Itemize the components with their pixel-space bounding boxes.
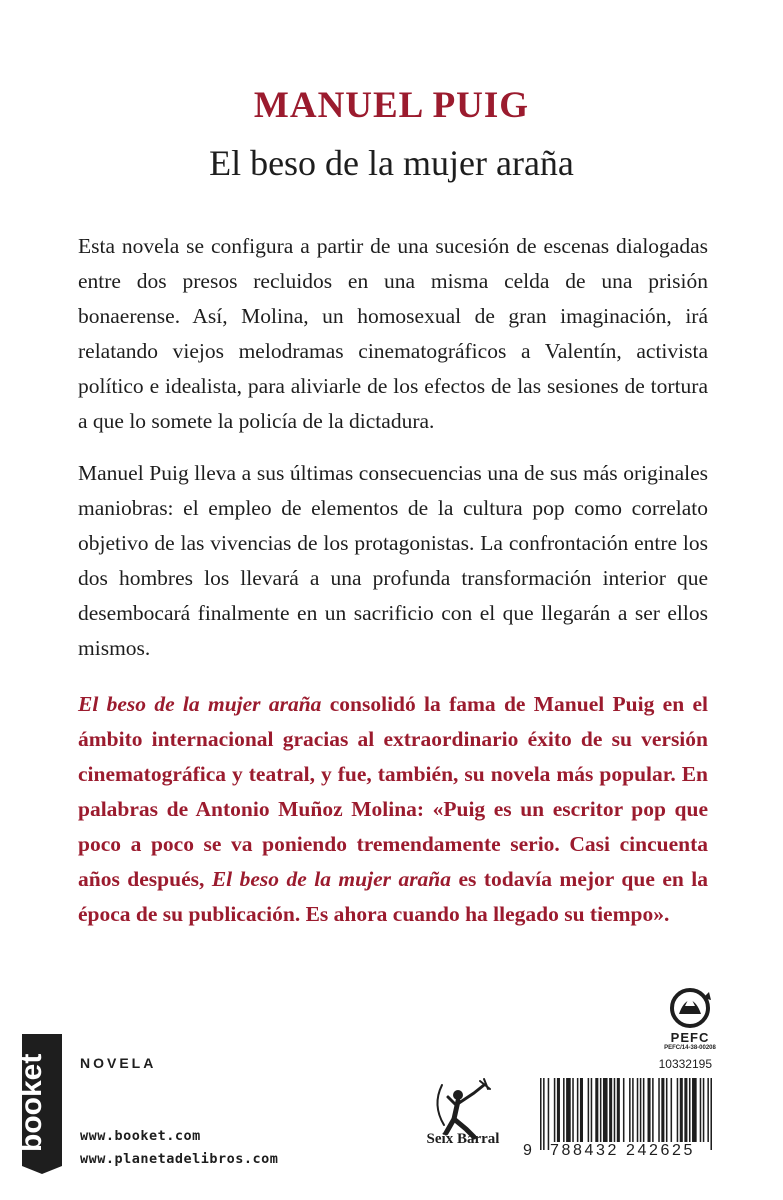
author-name: MANUEL PUIG — [253, 85, 530, 126]
synopsis-paragraph-1: Esta novela se configura a partir de una sucesión de escenas dialogadas entre dos presos recluidos en una misma celda de una prisión bonaerense. Así, Molina, un homosexual de gran imaginación, irá relatando viejos melodramas cinematográficos a Valentín, activista político e idealista, para aliviarle de los efectos de las sesiones de tortura a que lo somete la policía de la dictadura. — [78, 234, 708, 433]
pefc-code: PEFC/14-38-00208 — [664, 1045, 716, 1051]
publisher-name: Seix Barral — [426, 1131, 500, 1147]
pefc-label: PEFC — [670, 1030, 710, 1045]
barcode-icon — [540, 1078, 712, 1150]
genre-label: NOVELA — [80, 1055, 157, 1071]
book-title: El beso de la mujer araña — [209, 143, 574, 183]
synopsis-paragraph-2: Manuel Puig lleva a sus últimas consecuencias una de sus más originales maniobras: el empleo de elementos de la cultura pop como correlato objetivo de las vivencias de los protagonistas. La confrontación entre los dos hombres los llevará a una profunda transformación interior que desembocará finalmente en un sacrificio con el que llegarán a ser ellos mismos. — [78, 461, 708, 660]
synopsis-paragraph-3 — [78, 687, 708, 932]
booket-logo-text: booket — [15, 1053, 48, 1152]
quote-text: es todavía mejor que en la época de su publicación. Es ahora cuando ha llegado su tiempo». — [78, 867, 709, 926]
booket-url[interactable]: www.booket.com — [80, 1128, 201, 1144]
product-code: 10332195 — [658, 1057, 712, 1071]
website-links — [80, 1125, 278, 1171]
booket-logo-icon — [15, 1034, 62, 1174]
quote-text: consolidó la fama de Manuel Puig en el ámbito internacional gracias al extraordinario éxito de su versión cinematográfica y teatral, y fue, también, su novela más popular. En palabras de Antonio Muñoz Molina: «Puig es un escritor pop que poco a poco se va poniendo tremendamente serio. Casi cincuenta años después, — [78, 692, 708, 891]
isbn-first-digit: 9 — [523, 1142, 532, 1159]
title-reference: El beso de la mujer araña — [78, 692, 322, 716]
isbn-number: 788432 242625 — [550, 1142, 710, 1160]
planeta-url[interactable]: www.planetadelibros.com — [80, 1151, 279, 1167]
title-reference: El beso de la mujer araña — [211, 867, 452, 891]
